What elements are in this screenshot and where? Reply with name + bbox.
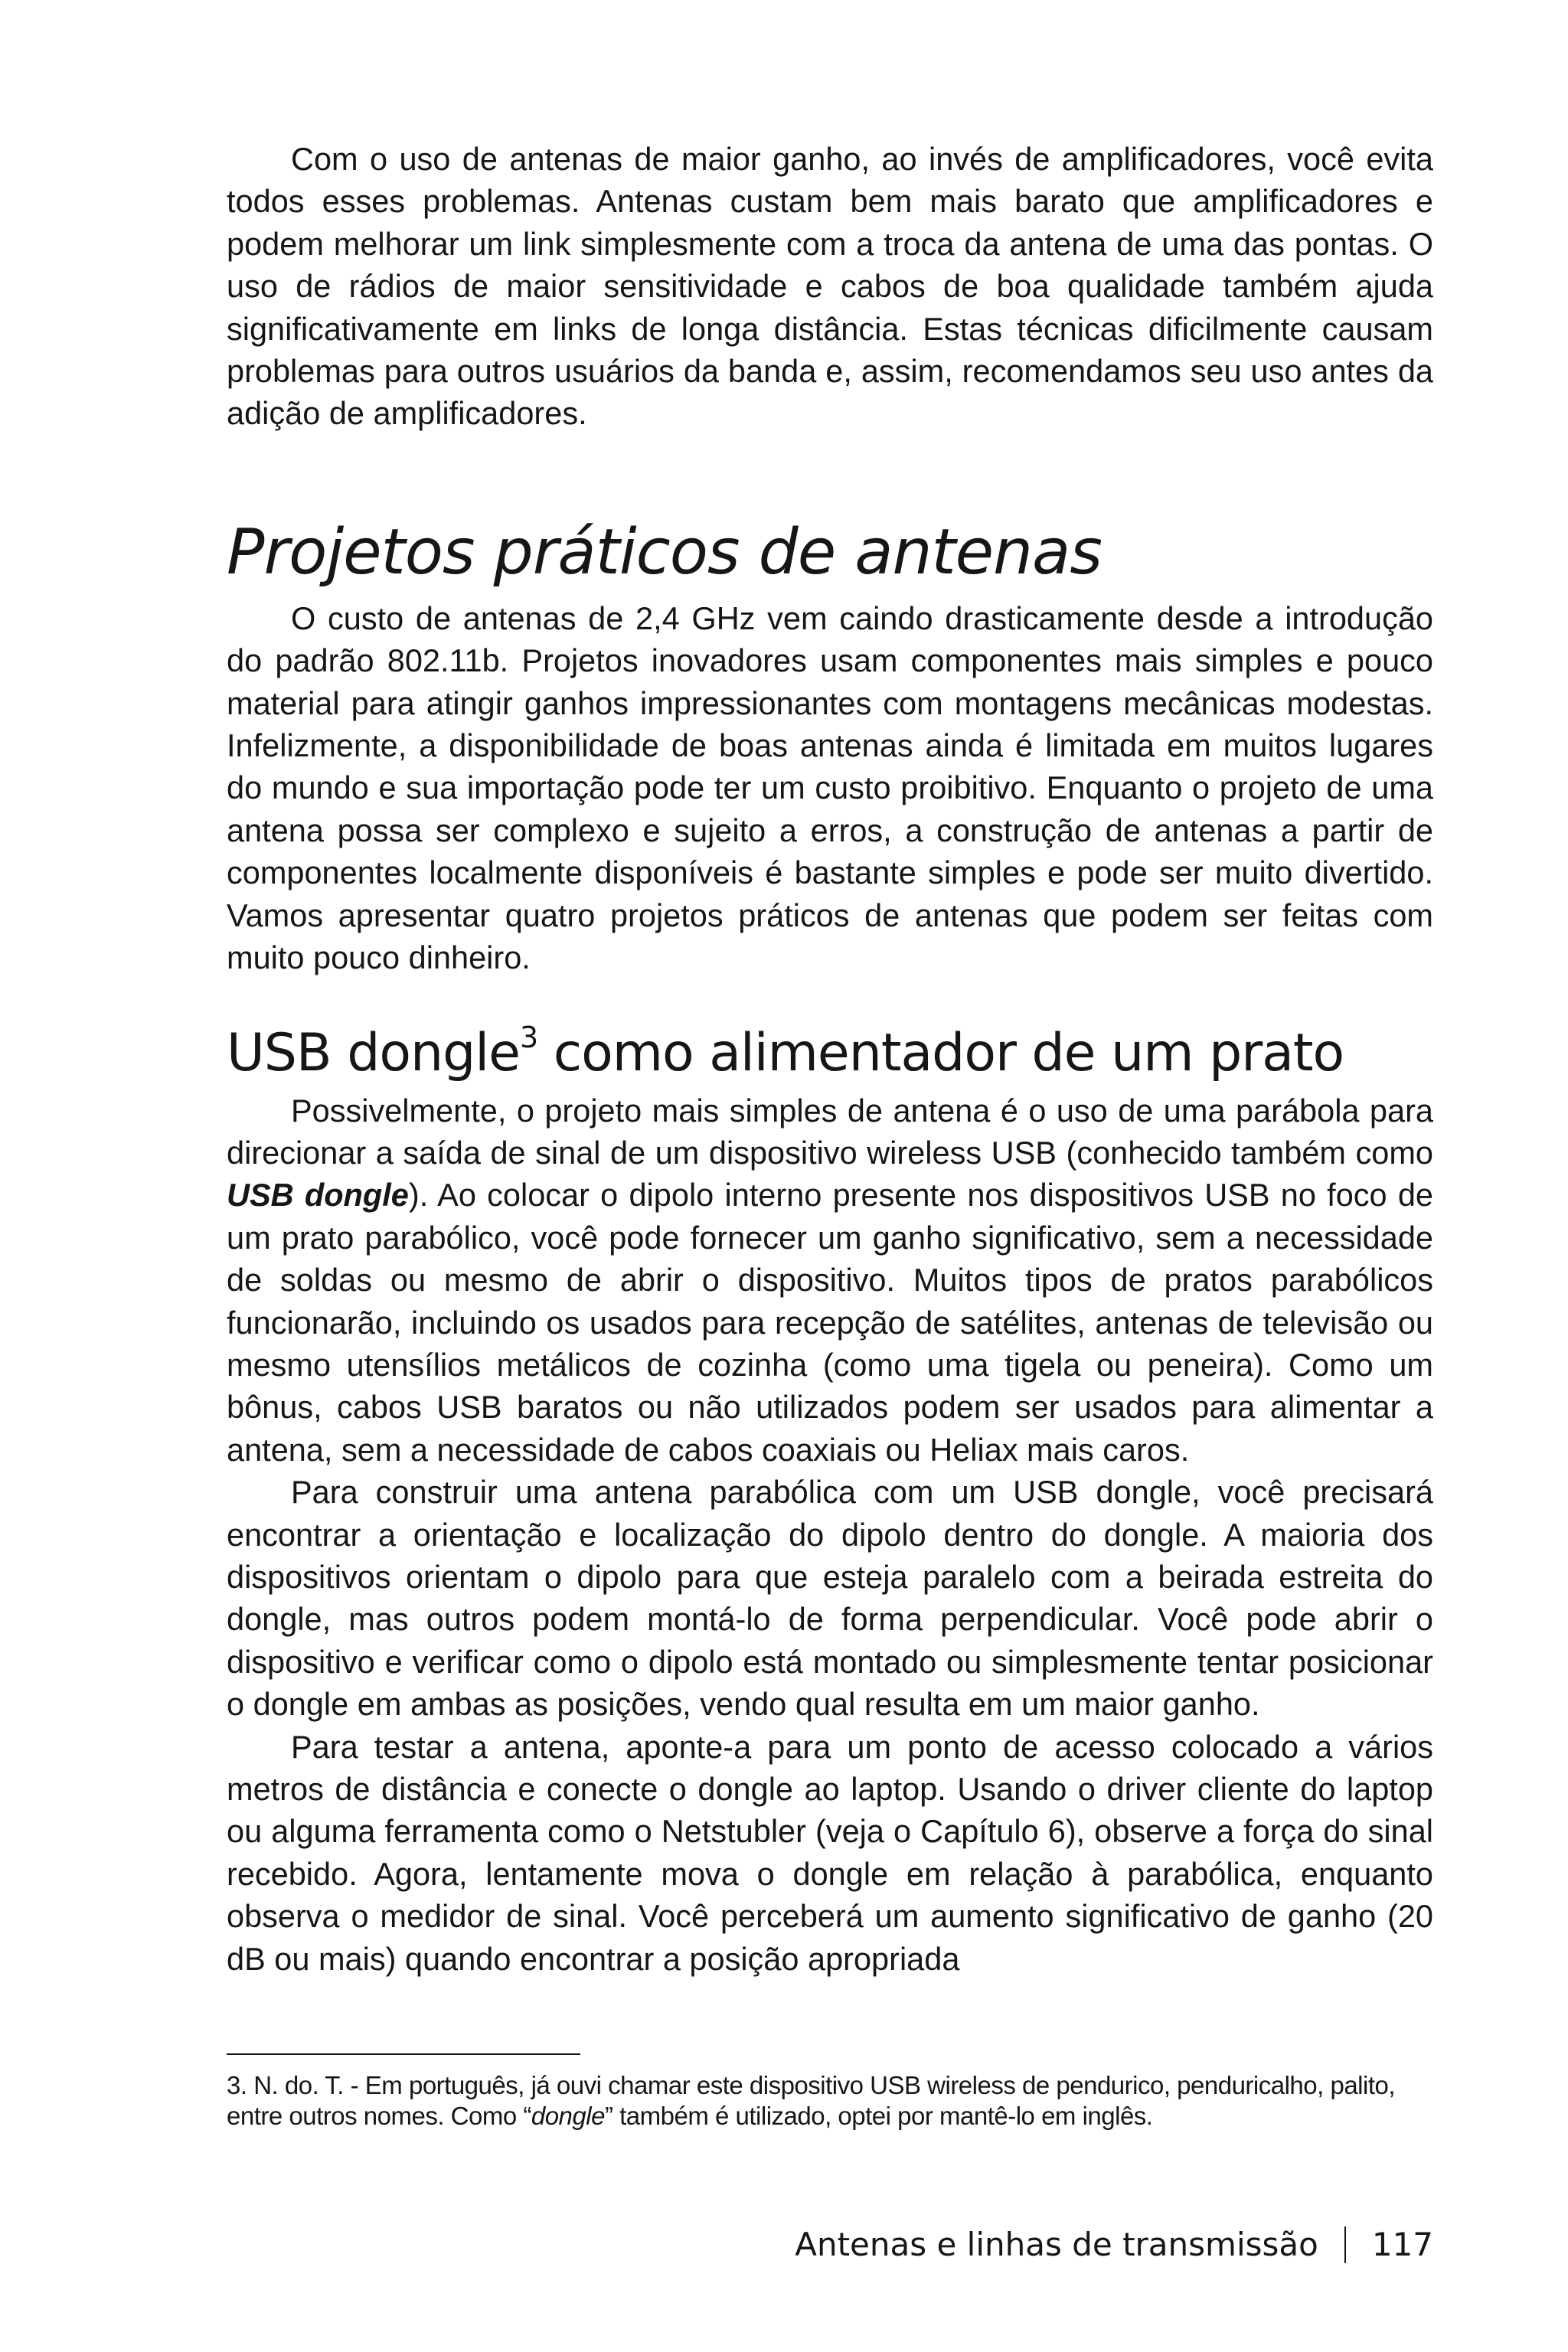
heading-text-part2: como alimentador de um prato <box>537 1022 1344 1083</box>
footnote-reference: 3 <box>519 1020 538 1054</box>
usb-dongle-paragraph-3: Para testar a antena, aponte-a para um ponto de acesso colocado a vários metros de distância e conecte o dongle ao laptop. Usando o driver cliente do laptop ou alguma ferramenta como o Netstubler (veja o Capítulo 6), observe a força do sinal recebido. Agora, lentamente mova o dongle em relação à parabólica, enquanto observa o medidor de sinal. Você perceberá um aumento significativo de ganho (20 dB ou mais) quando encontrar a posição apropriada <box>227 1728 1433 1977</box>
paragraph-text: Possivelmente, o projeto mais simples de antena é o uso de uma parábola para direcionar a saída de sinal de um dispositivo wireless USB (conhecido também como <box>227 1092 1433 1171</box>
footnote-text: ” também é utilizado, optei por mantê-lo em inglês. <box>604 2102 1153 2130</box>
footnote-text: 3. N. do. T. - Em português, já ouvi chamar este dispositivo USB wireless de pendurico, penduricalho, palito, entre outros nomes. Como “ <box>227 2071 1396 2130</box>
page-content <box>227 138 1433 1980</box>
heading-text-part1: USB dongle <box>227 1022 520 1083</box>
running-footer <box>795 2223 1433 2266</box>
usb-dongle-paragraph-1 <box>227 1089 1433 1472</box>
footnote <box>227 2070 1433 2132</box>
footer-separator <box>1344 2226 1346 2263</box>
emphasized-term: USB dongle <box>227 1177 409 1214</box>
section-heading-projetos-praticos: Projetos práticos de antenas <box>227 515 1102 589</box>
footnote-emphasis: dongle <box>531 2102 605 2130</box>
footnote-divider <box>227 2053 580 2055</box>
section-heading-usb-dongle <box>227 1019 1433 1088</box>
chapter-title: Antenas e linhas de transmissão <box>795 2226 1318 2263</box>
intro-paragraph: Com o uso de antenas de maior ganho, ao invés de amplificadores, você evita todos esses problemas. Antenas custam bem mais barato que amplificadores e podem melhorar um link simplesmente com a troca da antena de uma das pontas. O uso de rádios de maior sensitividade e cabos de boa qualidade também ajuda significativamente em links de longa distância. Estas técnicas dificilmente causam problemas para outros usuários da banda e, assim, recomendamos seu uso antes da adição de amplificadores. <box>227 141 1433 432</box>
projetos-paragraph: O custo de antenas de 2,4 GHz vem caindo drasticamente desde a introdução do padrão 802.11b. Projetos inovadores usam componentes mais simples e pouco material para atingir ganhos impressionantes com montagens mecânicas modestas. Infelizmente, a disponibilidade de boas antenas ainda é limitada em muitos lugares do mundo e sua importação pode ter um custo proibitivo. Enquanto o projeto de uma antena possa ser complexo e sujeito a erros, a construção de antenas a partir de componentes localmente disponíveis é bastante simples e pode ser muito divertido. Vamos apresentar quatro projetos práticos de antenas que podem ser feitas com muito pouco dinheiro. <box>227 599 1433 976</box>
usb-dongle-paragraph-2: Para construir uma antena parabólica com um USB dongle, você precisará encontrar a orientação e localização do dipolo dentro do dongle. A maioria dos dispositivos orientam o dipolo para que esteja paralelo com a beirada estreita do dongle, mas outros podem montá-lo de forma perpendicular. Você pode abrir o dispositivo e verificar como o dipolo está montado ou simplesmente tentar posicionar o dongle em ambas as posições, vendo qual resulta em um maior ganho. <box>227 1474 1433 1723</box>
paragraph-text: ). Ao colocar o dipolo interno presente nos dispositivos USB no foco de um prato parabólico, você pode fornecer um ganho significativo, sem a necessidade de soldas ou mesmo de abrir o dispositivo. Muitos tipos de pratos parabólicos funcionarão, incluindo os usados para recepção de satélites, antenas de televisão ou mesmo utensílios metálicos de cozinha (como uma tigela ou peneira). Como um bônus, cabos USB baratos ou não utilizados podem ser usados para alimentar a antena, sem a necessidade de cabos coaxiais ou Heliax mais caros. <box>227 1177 1433 1468</box>
page-number: 117 <box>1371 2226 1433 2263</box>
